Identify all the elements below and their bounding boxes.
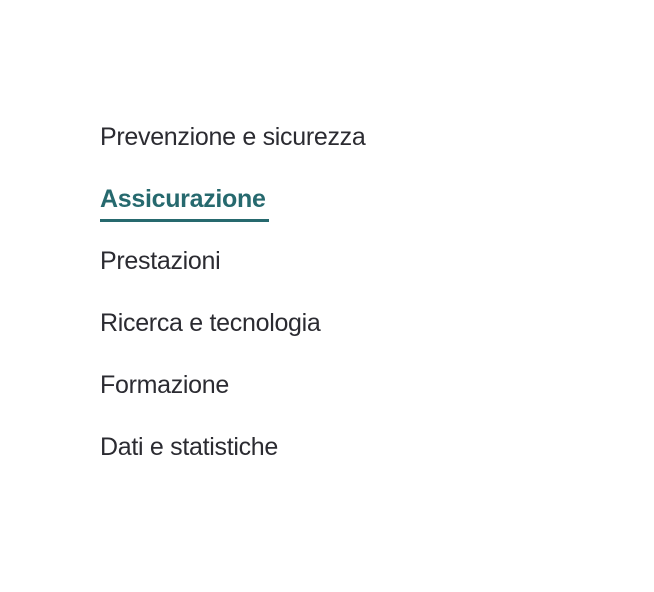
section-menu-list bbox=[100, 106, 365, 478]
menu-item-formazione[interactable]: Formazione bbox=[100, 370, 229, 399]
section-menu bbox=[100, 106, 365, 478]
menu-list-item bbox=[100, 292, 365, 354]
menu-item-assicurazione[interactable]: Assicurazione bbox=[100, 184, 266, 213]
menu-list-item bbox=[100, 416, 365, 478]
menu-item-dati-e-statistiche[interactable]: Dati e statistiche bbox=[100, 432, 279, 461]
menu-item-prevenzione-e-sicurezza[interactable]: Prevenzione e sicurezza bbox=[100, 122, 366, 151]
menu-item-prestazioni[interactable]: Prestazioni bbox=[100, 246, 221, 275]
menu-list-item bbox=[100, 106, 365, 168]
menu-list-item bbox=[100, 168, 365, 230]
menu-list-item bbox=[100, 354, 365, 416]
menu-item-ricerca-e-tecnologia[interactable]: Ricerca e tecnologia bbox=[100, 308, 321, 337]
menu-list-item bbox=[100, 230, 365, 292]
